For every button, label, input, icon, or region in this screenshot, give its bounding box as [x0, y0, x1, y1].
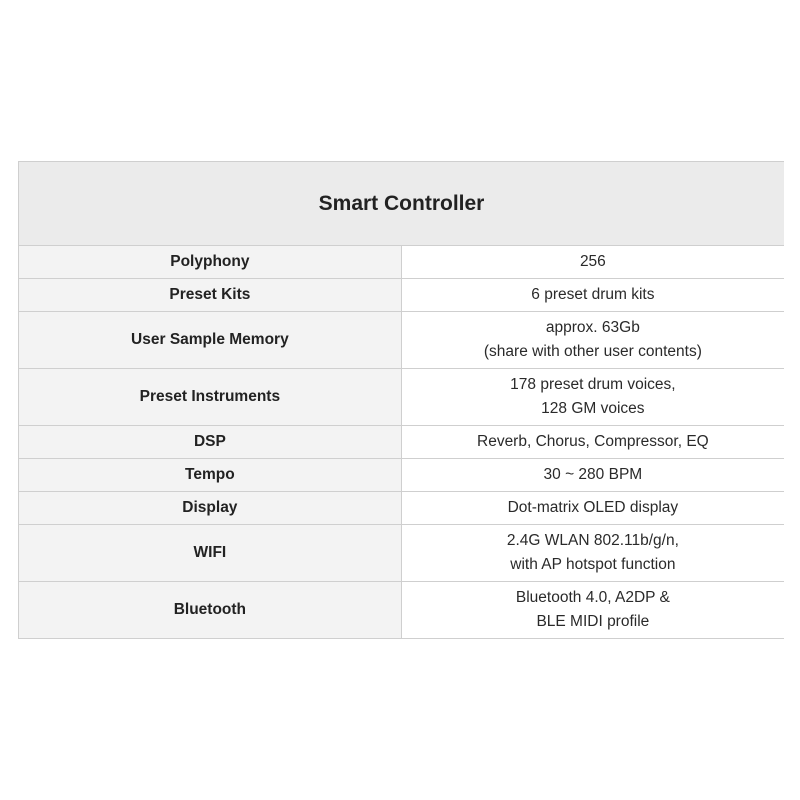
spec-value	[401, 369, 784, 426]
spec-value-line: 256	[579, 253, 606, 270]
spec-value-line: (share with other user contents)	[483, 343, 702, 360]
spec-value-line: 6 preset drum kits	[531, 286, 655, 303]
table-title: Smart Controller	[19, 162, 785, 246]
table-row	[19, 312, 785, 369]
spec-value	[401, 426, 784, 459]
table-row	[19, 459, 785, 492]
spec-label: DSP	[19, 426, 402, 459]
table-row	[19, 246, 785, 279]
spec-value-line: 30 ~ 280 BPM	[543, 466, 643, 483]
spec-value-line: with AP hotspot function	[510, 556, 676, 573]
spec-label: Display	[19, 492, 402, 525]
spec-label: User Sample Memory	[19, 312, 402, 369]
spec-value-line: BLE MIDI profile	[536, 613, 650, 630]
table-row	[19, 582, 785, 639]
spec-value	[401, 312, 784, 369]
spec-value	[401, 459, 784, 492]
spec-value	[401, 525, 784, 582]
spec-label: Preset Kits	[19, 279, 402, 312]
spec-value	[401, 492, 784, 525]
table-row	[19, 492, 785, 525]
table-row	[19, 525, 785, 582]
spec-label: Bluetooth	[19, 582, 402, 639]
spec-value-line: 2.4G WLAN 802.11b/g/n,	[506, 532, 679, 549]
spec-value-line: Reverb, Chorus, Compressor, EQ	[477, 433, 709, 450]
spec-value-line: 178 preset drum voices,	[510, 376, 676, 393]
spec-value-line: Dot-matrix OLED display	[507, 499, 679, 516]
spec-value	[401, 279, 784, 312]
spec-value	[401, 582, 784, 639]
spec-label: WIFI	[19, 525, 402, 582]
spec-label: Preset Instruments	[19, 369, 402, 426]
spec-value-line: approx. 63Gb	[545, 319, 640, 336]
spec-value	[401, 246, 784, 279]
table-header-row	[19, 162, 785, 246]
spec-value-line: Bluetooth 4.0, A2DP &	[515, 589, 670, 606]
spec-table	[18, 161, 784, 639]
table-row	[19, 279, 785, 312]
spec-value-line: 128 GM voices	[541, 400, 645, 417]
table-row	[19, 369, 785, 426]
spec-label: Tempo	[19, 459, 402, 492]
spec-label: Polyphony	[19, 246, 402, 279]
table-row	[19, 426, 785, 459]
